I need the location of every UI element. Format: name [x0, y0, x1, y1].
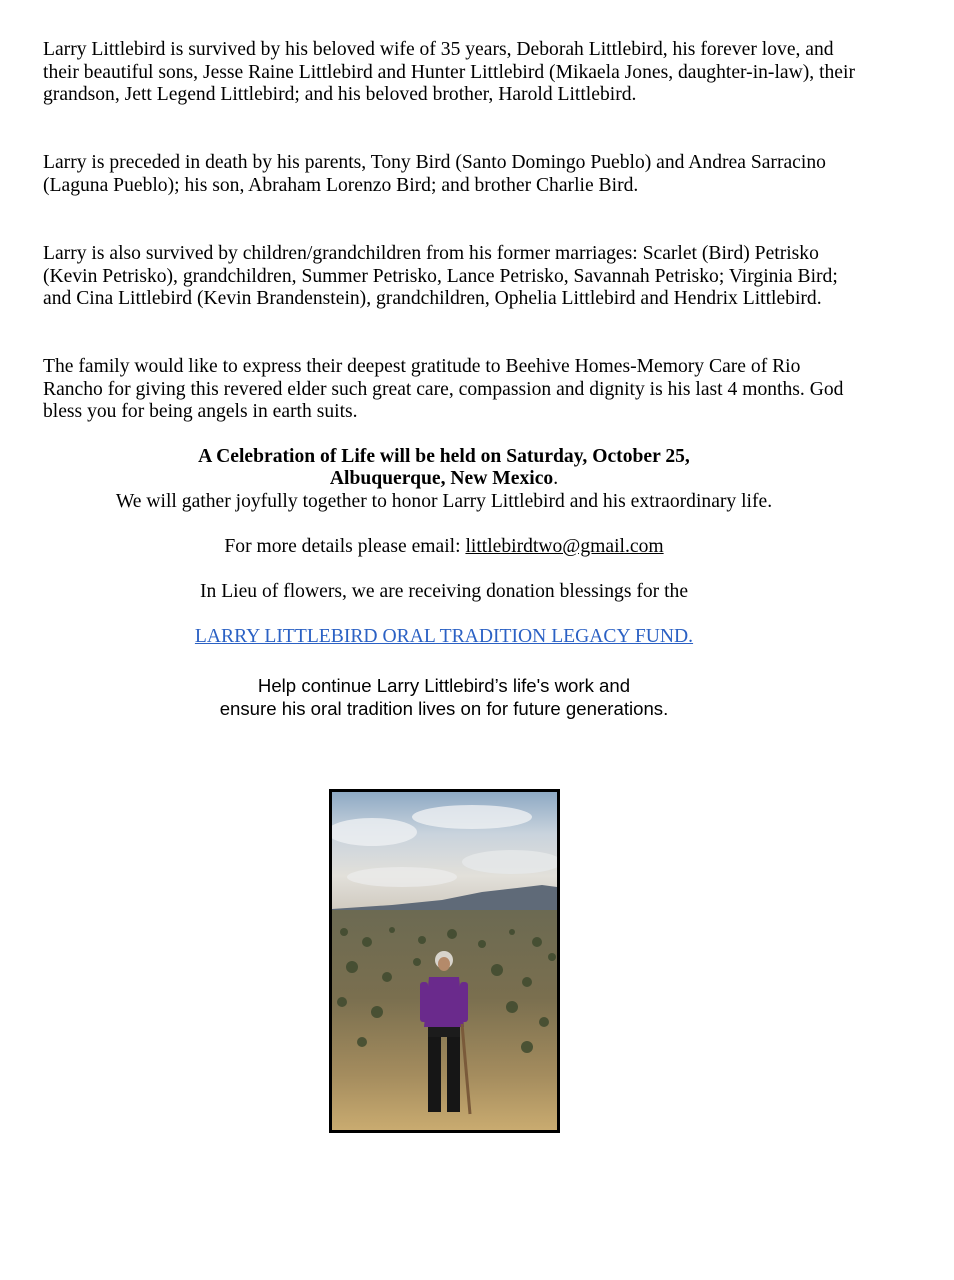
portrait-photo [329, 789, 560, 1133]
donation-line: In Lieu of flowers, we are receiving donation blessings for the [199, 581, 689, 602]
former-marriages-paragraph: Larry is also survived by children/grandchildren from his former marriages: Scarlet (Bird) Petrisko (Kevin Petrisko), grandchildren, Summer Petrisko, Lance Petrisko, Savannah Petrisko; Virginia Bird; and Cina Littlebird (Kevin Brandenstein), grandchildren, Ophelia Littlebird and Hendrix Littlebird. [43, 243, 838, 310]
celebration-location [0, 468, 888, 491]
legacy-fund-link[interactable]: LARRY LITTLEBIRD ORAL TRADITION LEGACY FUND. [194, 626, 694, 647]
contact-prefix: For more details please email: [224, 536, 466, 557]
preceded-paragraph: Larry is preceded in death by his parents, Tony Bird (Santo Domingo Pueblo) and Andrea Sarracino (Laguna Pueblo); his son, Abraham Lorenzo Bird; and brother Charlie Bird. [43, 152, 826, 196]
celebration-location-period: . [553, 468, 559, 489]
closing-line-2: ensure his oral tradition lives on for future generations. [219, 698, 669, 719]
portrait-photo-image [332, 792, 557, 1130]
closing-line-1: Help continue Larry Littlebird’s life's work and [257, 675, 631, 696]
contact-email-link[interactable]: littlebirdtwo@gmail.com [465, 536, 664, 557]
gratitude-paragraph: The family would like to express their deepest gratitude to Beehive Homes-Memory Care of Rio Rancho for giving this revered elder such great care, compassion and dignity is his last 4 months. God bless you for being angels in earth suits. [43, 356, 844, 423]
fund-line [0, 626, 888, 649]
celebration-heading: A Celebration of Life will be held on Saturday, October 25, [198, 446, 690, 467]
celebration-description: We will gather joyfully together to honor Larry Littlebird and his extraordinary life. [115, 491, 773, 512]
celebration-location-name: Albuquerque, New Mexico [329, 468, 554, 489]
contact-line [0, 536, 888, 559]
survivors-paragraph: Larry Littlebird is survived by his beloved wife of 35 years, Deborah Littlebird, his forever love, and their beautiful sons, Jesse Raine Littlebird and Hunter Littlebird (Mikaela Jones, daughter-in-law), their grandson, Jett Legend Littlebird; and his beloved brother, Harold Littlebird. [43, 39, 855, 106]
